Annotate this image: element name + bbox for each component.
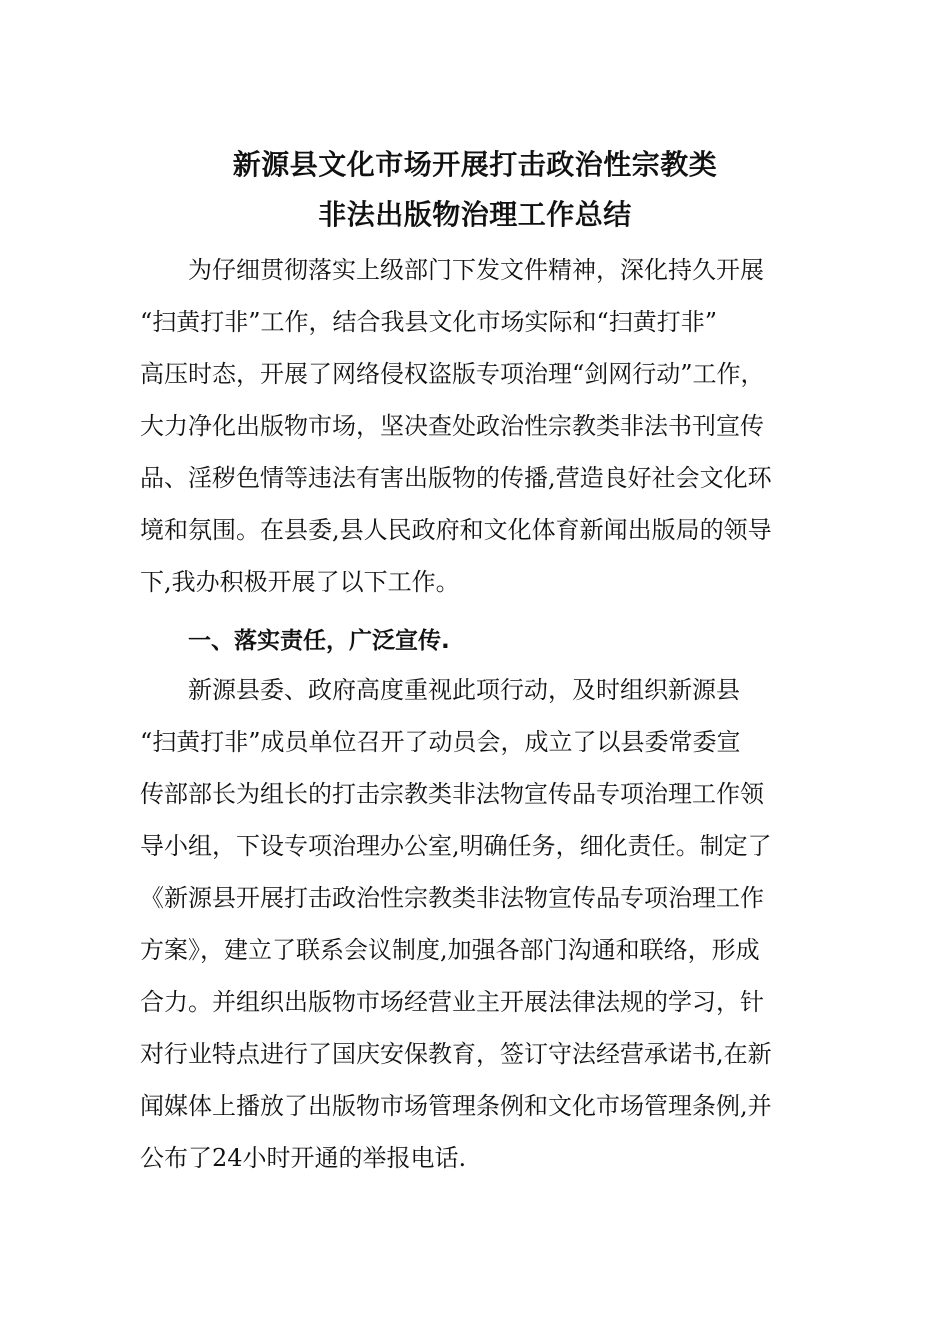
paragraph-2-line: 传部部长为组长的打击宗教类非法物宣传品专项治理工作领 [140,780,764,808]
paragraph-2-line: 合力。并组织出版物市场经营业主开展法律法规的学习，针 [140,988,764,1016]
paragraph-1-line: 高压时态，开展了网络侵权盗版专项治理“剑网行动”工作， [140,360,765,388]
paragraph-2-line: 导小组，下设专项治理办公室,明确任务，细化责任。制定了 [140,832,772,860]
paragraph-1-line: 品、淫秽色情等违法有害出版物的传播,营造良好社会文化环 [140,464,772,492]
paragraph-1-line: “扫黄打非”工作，结合我县文化市场实际和“扫黄打非” [140,308,718,336]
paragraph-2-line: 新源县委、政府高度重视此项行动，及时组织新源县 [188,676,740,704]
paragraph-2-line: “扫黄打非”成员单位召开了动员会，成立了以县委常委宣 [140,728,741,756]
paragraph-1-line: 大力净化出版物市场，坚决查处政治性宗教类非法书刊宣传 [140,412,764,440]
paragraph-2-line: 《新源县开展打击政治性宗教类非法物宣传品专项治理工作 [140,884,764,912]
document-title-line-1: 新源县文化市场开展打击政治性宗教类 [232,148,718,181]
paragraph-1-line: 为仔细贯彻落实上级部门下发文件精神，深化持久开展 [188,256,764,284]
paragraph-1-line: 下,我办积极开展了以下工作。 [140,568,460,596]
paragraph-2-line: 方案》，建立了联系会议制度,加强各部门沟通和联络，形成 [140,936,760,964]
paragraph-2-line: 公布了24小时开通的举报电话. [140,1144,467,1172]
paragraph-1-line: 境和氛围。在县委,县人民政府和文化体育新闻出版局的领导 [140,516,772,544]
paragraph-2-line: 闻媒体上播放了出版物市场管理条例和文化市场管理条例,并 [140,1092,772,1120]
document-title-line-2: 非法出版物治理工作总结 [318,198,632,231]
section-1-heading: 一、落实责任，广泛宣传. [188,628,450,654]
paragraph-2-line: 对行业特点进行了国庆安保教育，签订守法经营承诺书,在新 [140,1040,772,1068]
